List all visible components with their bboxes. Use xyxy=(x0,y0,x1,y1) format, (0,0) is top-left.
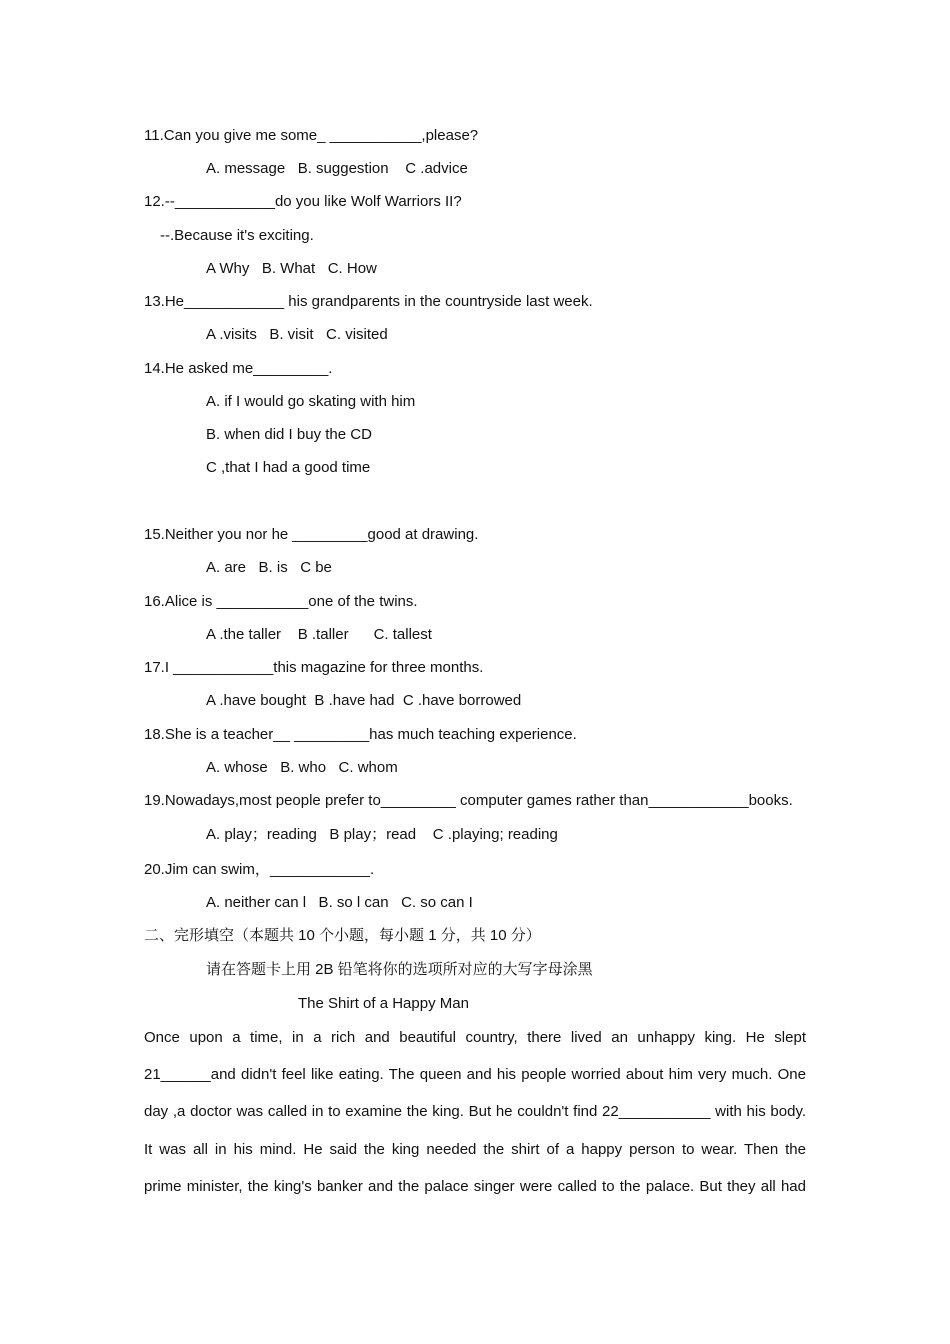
section-heading: 二、完形填空（本题共 10 个小题，每小题 1 分，共 10 分） xyxy=(144,927,541,944)
question-17-stem: 17.I ____________this magazine for three months. xyxy=(144,659,484,676)
question-14-option-b: B. when did I buy the CD xyxy=(206,426,372,443)
question-12-answer-line: --.Because it's exciting. xyxy=(160,227,314,244)
question-16-stem: 16.Alice is ___________one of the twins. xyxy=(144,593,418,610)
passage-line-3: day ,a doctor was called in to examine the king. But he couldn't find 22___________ with his body. xyxy=(144,1103,806,1120)
question-20-stem: 20.Jim can swim，____________. xyxy=(144,861,375,878)
question-14-option-a: A. if I would go skating with him xyxy=(206,393,416,410)
passage-line-5: prime minister, the king's banker and the palace singer were called to the palace. But they all had xyxy=(144,1178,806,1195)
question-17-options: A .have bought B .have had C .have borrowed xyxy=(206,692,522,709)
question-13-stem: 13.He____________ his grandparents in the countryside last week. xyxy=(144,293,593,310)
question-14-stem: 14.He asked me_________. xyxy=(144,360,333,377)
passage-line-1: Once upon a time, in a rich and beautiful country, there lived an unhappy king. He slept xyxy=(144,1029,806,1046)
question-16-options: A .the taller B .taller C. tallest xyxy=(206,626,432,643)
question-13-options: A .visits B. visit C. visited xyxy=(206,326,388,343)
question-18-options: A. whose B. who C. whom xyxy=(206,759,398,776)
section-instruction: 请在答题卡上用 2B 铅笔将你的选项所对应的大写字母涂黑 xyxy=(206,961,593,978)
question-18-stem: 18.She is a teacher__ _________has much teaching experience. xyxy=(144,726,577,743)
question-19-options: A. play；reading B play；read C .playing; reading xyxy=(206,826,558,843)
question-12-stem: 12.--____________do you like Wolf Warriors II? xyxy=(144,193,462,210)
question-11-options: A. message B. suggestion C .advice xyxy=(206,160,468,177)
question-14-option-c: C ,that I had a good time xyxy=(206,459,371,476)
passage-line-4: It was all in his mind. He said the king needed the shirt of a happy person to wear. Then the xyxy=(144,1141,806,1158)
question-11-stem: 11.Can you give me some_ ___________,please? xyxy=(144,127,479,144)
question-19-stem: 19.Nowadays,most people prefer to_________ computer games rather than____________books. xyxy=(144,792,793,809)
question-15-stem: 15.Neither you nor he _________good at drawing. xyxy=(144,526,479,543)
question-12-options: A Why B. What C. How xyxy=(206,260,377,277)
passage-line-2: 21______and didn't feel like eating. The queen and his people worried about him very much. One xyxy=(144,1066,806,1083)
question-20-options: A. neither can l B. so l can C. so can I xyxy=(206,894,473,911)
passage-title: The Shirt of a Happy Man xyxy=(298,995,469,1012)
question-15-options: A. are B. is C be xyxy=(206,559,332,576)
